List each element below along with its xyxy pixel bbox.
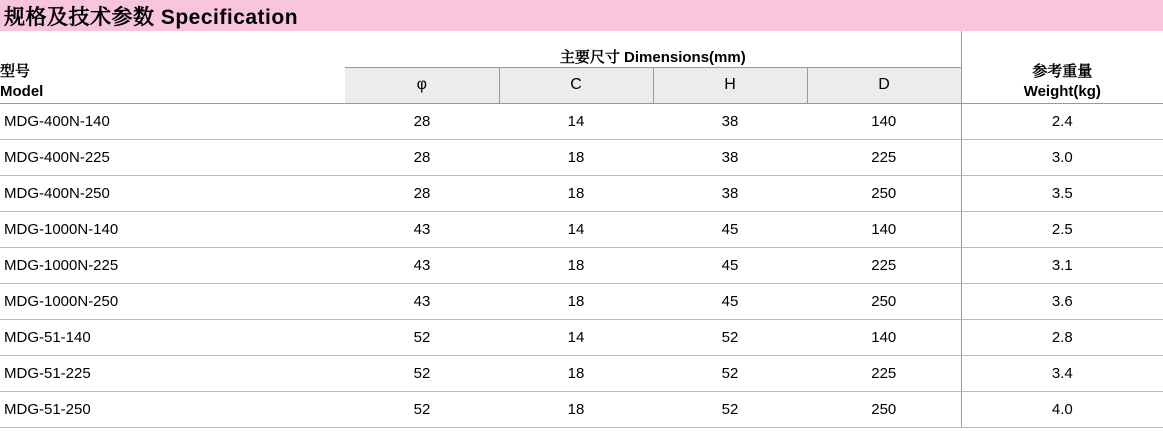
cell-weight: 2.5 [961,211,1163,247]
header-col-c: C [499,67,653,103]
cell-model: MDG-51-225 [0,355,345,391]
cell-h: 52 [653,319,807,355]
page-title: 规格及技术参数 Specification [4,5,299,29]
cell-d: 140 [807,103,961,139]
cell-h: 38 [653,139,807,175]
cell-d: 225 [807,355,961,391]
header-weight-en: Weight(kg) [1023,83,1101,101]
cell-c: 14 [499,103,653,139]
table-row [0,139,1163,175]
table-row [0,211,1163,247]
cell-c: 14 [499,319,653,355]
cell-c: 18 [499,391,653,427]
header-col-phi: φ [345,67,499,103]
cell-h: 45 [653,211,807,247]
cell-weight: 4.0 [961,391,1163,427]
cell-d: 250 [807,391,961,427]
cell-h: 38 [653,175,807,211]
cell-model: MDG-400N-250 [0,175,345,211]
specification-table [0,31,1163,428]
cell-phi: 52 [345,391,499,427]
cell-d: 225 [807,247,961,283]
cell-c: 18 [499,355,653,391]
cell-c: 14 [499,211,653,247]
page-title-bar [0,0,1163,31]
header-model [0,31,345,103]
cell-phi: 52 [345,355,499,391]
table-row [0,247,1163,283]
cell-h: 38 [653,103,807,139]
header-dimensions: 主要尺寸 Dimensions(mm) [345,31,961,67]
table-row [0,355,1163,391]
table-header [0,31,1163,103]
table-row [0,391,1163,427]
cell-d: 140 [807,211,961,247]
header-col-d: D [807,67,961,103]
table-row [0,175,1163,211]
cell-model: MDG-400N-225 [0,139,345,175]
header-weight-cn: 参考重量 [1032,63,1093,80]
cell-c: 18 [499,283,653,319]
cell-d: 140 [807,319,961,355]
cell-c: 18 [499,175,653,211]
cell-weight: 3.0 [961,139,1163,175]
cell-d: 250 [807,283,961,319]
cell-h: 45 [653,247,807,283]
cell-phi: 28 [345,175,499,211]
cell-d: 225 [807,139,961,175]
cell-model: MDG-1000N-225 [0,247,345,283]
cell-c: 18 [499,139,653,175]
cell-weight: 2.4 [961,103,1163,139]
cell-weight: 2.8 [961,319,1163,355]
header-model-en: Model [0,83,44,101]
cell-weight: 3.6 [961,283,1163,319]
cell-phi: 28 [345,139,499,175]
table-row [0,319,1163,355]
cell-phi: 28 [345,103,499,139]
cell-phi: 43 [345,211,499,247]
cell-d: 250 [807,175,961,211]
cell-model: MDG-1000N-140 [0,211,345,247]
cell-weight: 3.4 [961,355,1163,391]
header-weight [961,31,1163,103]
header-model-cn: 型号 [0,63,31,80]
cell-h: 52 [653,355,807,391]
cell-phi: 43 [345,283,499,319]
cell-c: 18 [499,247,653,283]
header-col-h: H [653,67,807,103]
table-body [0,103,1163,427]
cell-phi: 43 [345,247,499,283]
cell-h: 52 [653,391,807,427]
cell-model: MDG-51-140 [0,319,345,355]
cell-weight: 3.1 [961,247,1163,283]
cell-weight: 3.5 [961,175,1163,211]
table-row [0,103,1163,139]
cell-h: 45 [653,283,807,319]
cell-model: MDG-51-250 [0,391,345,427]
cell-phi: 52 [345,319,499,355]
table-row [0,283,1163,319]
cell-model: MDG-1000N-250 [0,283,345,319]
cell-model: MDG-400N-140 [0,103,345,139]
table-header-row-top [0,31,1163,67]
